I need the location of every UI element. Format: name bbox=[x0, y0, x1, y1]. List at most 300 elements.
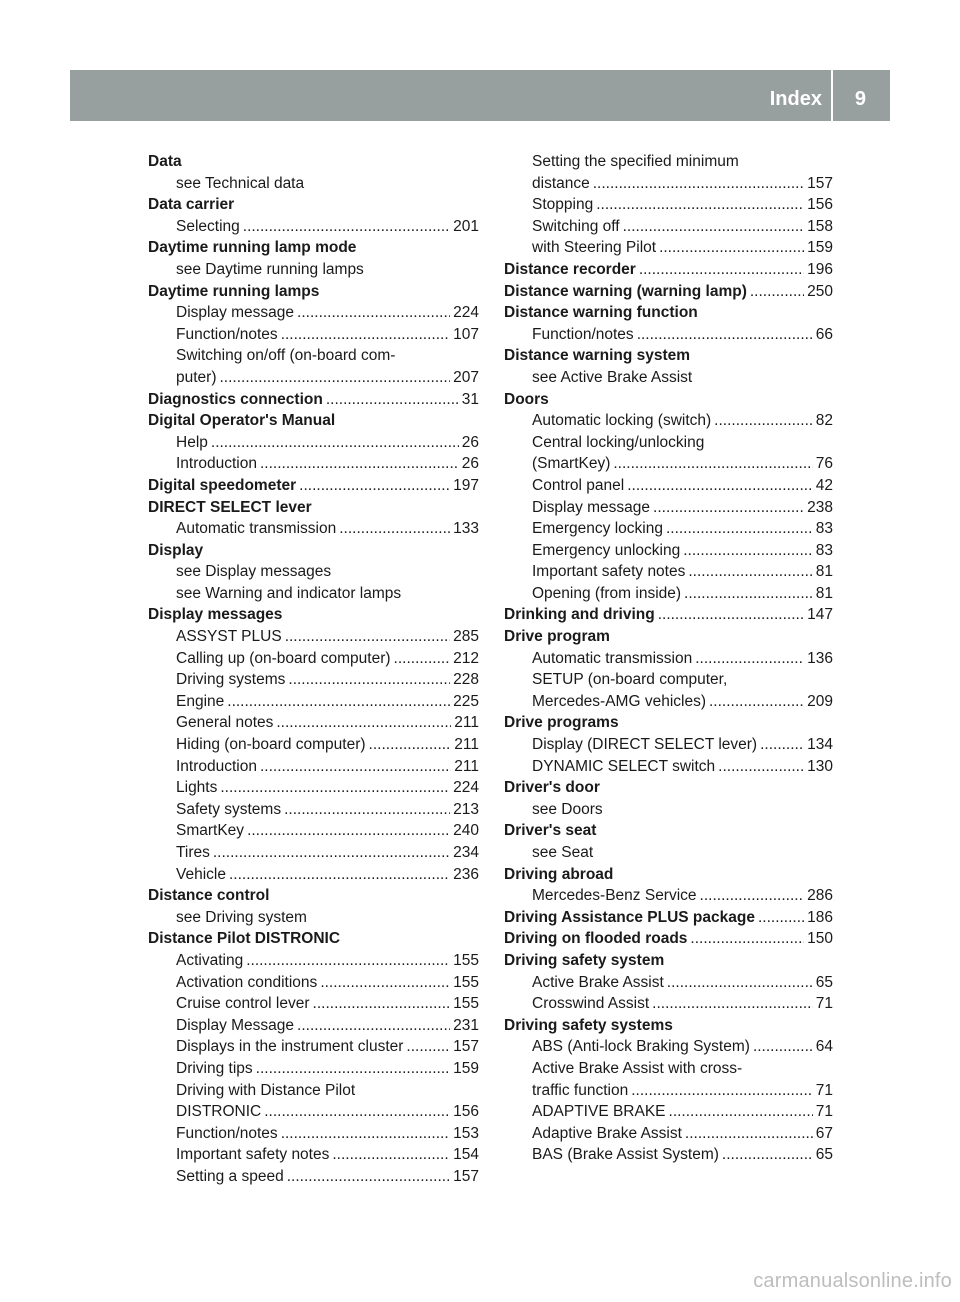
dot-leader bbox=[753, 1036, 813, 1058]
page-reference: 196 bbox=[807, 260, 833, 278]
index-subentry bbox=[148, 367, 479, 389]
index-subentry bbox=[504, 1101, 833, 1123]
page-reference: 240 bbox=[453, 822, 479, 840]
dot-leader bbox=[684, 583, 813, 605]
index-subentry bbox=[148, 691, 479, 713]
entry-text: Display bbox=[148, 541, 204, 559]
page-reference: 228 bbox=[453, 671, 479, 689]
entry-text: Introduction bbox=[176, 757, 257, 775]
entry-text: Switching on/off (on-board com- bbox=[176, 347, 396, 365]
index-subentry bbox=[148, 259, 479, 281]
dot-leader bbox=[229, 864, 450, 886]
entry-text: Driver's seat bbox=[504, 822, 597, 840]
entry-text: Distance control bbox=[148, 887, 270, 905]
entry-text: Digital speedometer bbox=[148, 476, 297, 494]
page-reference: 211 bbox=[454, 757, 479, 775]
entry-text: Driving with Distance Pilot bbox=[176, 1081, 356, 1099]
index-heading bbox=[504, 1015, 833, 1037]
page-reference: 234 bbox=[453, 844, 479, 861]
dot-leader bbox=[627, 475, 813, 497]
entry-text: Driving safety system bbox=[504, 951, 665, 969]
dot-leader bbox=[284, 799, 450, 821]
entry-text: DIRECT SELECT lever bbox=[148, 498, 312, 516]
entry-text: Distance Pilot DISTRONIC bbox=[148, 930, 341, 948]
entry-text: Important safety notes bbox=[176, 1146, 330, 1164]
dot-leader bbox=[264, 1101, 450, 1123]
page-reference: 212 bbox=[453, 649, 479, 667]
page-reference: 81 bbox=[815, 563, 833, 581]
entry-text: Digital Operator's Manual bbox=[148, 412, 336, 430]
index-heading bbox=[504, 820, 833, 842]
entry-text: Display messages bbox=[148, 606, 283, 624]
entry-text: SETUP (on-board computer, bbox=[532, 671, 728, 689]
page-reference: 211 bbox=[454, 714, 479, 732]
page-reference: 155 bbox=[453, 951, 479, 969]
page-reference: 83 bbox=[815, 520, 833, 538]
page-reference: 147 bbox=[807, 606, 833, 624]
entry-text: Tires bbox=[176, 844, 210, 861]
index-subentry bbox=[504, 648, 833, 670]
index-subentry bbox=[148, 950, 479, 972]
entry-text: ASSYST PLUS bbox=[176, 628, 282, 646]
page-reference: 285 bbox=[453, 628, 479, 646]
entry-text: Function/notes bbox=[176, 325, 278, 343]
entry-text: Drinking and driving bbox=[504, 606, 655, 624]
page-reference: 213 bbox=[453, 800, 479, 818]
entry-text: Distance warning function bbox=[504, 304, 698, 322]
entry-text: SmartKey bbox=[176, 822, 245, 840]
index-subentry bbox=[148, 648, 479, 670]
entry-text: Active Brake Assist with cross- bbox=[532, 1059, 743, 1077]
dot-leader bbox=[406, 1036, 450, 1058]
entry-text: distance bbox=[532, 174, 590, 192]
dot-leader bbox=[593, 173, 804, 195]
page-reference: 65 bbox=[815, 1146, 833, 1164]
page-reference: 134 bbox=[807, 736, 833, 754]
dot-leader bbox=[276, 712, 451, 734]
dot-leader bbox=[260, 756, 451, 778]
page-reference: 65 bbox=[815, 973, 833, 991]
page-header bbox=[70, 70, 890, 121]
page-reference: 231 bbox=[453, 1016, 479, 1034]
dot-leader bbox=[669, 1101, 813, 1123]
index-subentry bbox=[148, 777, 479, 799]
index-subentry bbox=[504, 1080, 833, 1102]
dot-leader bbox=[288, 669, 450, 691]
index-subentry bbox=[148, 972, 479, 994]
entry-text: Display (DIRECT SELECT lever) bbox=[532, 736, 758, 754]
index-subentry bbox=[148, 1015, 479, 1037]
page-reference: 286 bbox=[807, 887, 833, 905]
index-subentry bbox=[504, 1144, 833, 1166]
entry-text: see Technical data bbox=[176, 174, 305, 192]
dot-leader bbox=[243, 216, 450, 238]
dot-leader bbox=[281, 1123, 450, 1145]
page-reference: 157 bbox=[453, 1167, 479, 1185]
page-reference: 67 bbox=[815, 1124, 833, 1142]
page-reference: 211 bbox=[454, 736, 479, 754]
entry-text: see Driving system bbox=[176, 908, 307, 926]
index-heading bbox=[148, 237, 479, 259]
entry-text: Diagnostics connection bbox=[148, 390, 323, 408]
dot-leader bbox=[658, 604, 804, 626]
entry-text: see Display messages bbox=[176, 563, 332, 581]
index-subentry bbox=[148, 583, 479, 605]
entry-text: Setting the specified minimum bbox=[532, 153, 739, 170]
entry-text: Function/notes bbox=[532, 325, 634, 343]
entry-text: Crosswind Assist bbox=[532, 995, 650, 1013]
index-subentry bbox=[148, 453, 479, 475]
index-heading bbox=[148, 151, 479, 173]
index-subentry bbox=[148, 1080, 479, 1102]
page-reference: 26 bbox=[461, 455, 479, 473]
dot-leader bbox=[722, 1144, 813, 1166]
index-subentry bbox=[504, 324, 833, 346]
entry-text: Safety systems bbox=[176, 800, 282, 818]
index-heading bbox=[504, 345, 833, 367]
index-subentry bbox=[504, 237, 833, 259]
entry-text: Distance warning (warning lamp) bbox=[504, 282, 747, 300]
index-subentry bbox=[504, 173, 833, 195]
dot-leader bbox=[332, 1144, 450, 1166]
entry-text: Drive programs bbox=[504, 714, 619, 732]
page-reference: 224 bbox=[453, 779, 479, 797]
index-subentry bbox=[148, 799, 479, 821]
entry-text: Emergency unlocking bbox=[532, 541, 681, 559]
dot-leader bbox=[246, 950, 450, 972]
page-reference: 66 bbox=[815, 325, 833, 343]
index-subentry bbox=[504, 972, 833, 994]
index-heading bbox=[148, 410, 479, 432]
entry-text: ABS (Anti-lock Braking System) bbox=[532, 1038, 750, 1056]
entry-text: Introduction bbox=[176, 455, 257, 473]
entry-text: Active Brake Assist bbox=[532, 973, 664, 991]
index-heading bbox=[504, 907, 833, 929]
dot-leader bbox=[313, 993, 451, 1015]
index-subentry bbox=[504, 194, 833, 216]
entry-text: Driving abroad bbox=[504, 865, 614, 883]
index-heading bbox=[504, 389, 833, 411]
index-subentry bbox=[504, 518, 833, 540]
index-heading bbox=[148, 389, 479, 411]
section-title: Index bbox=[769, 88, 822, 110]
dot-leader bbox=[639, 259, 804, 281]
index-subentry bbox=[504, 756, 833, 778]
index-heading bbox=[504, 864, 833, 886]
entry-text: (SmartKey) bbox=[532, 455, 611, 473]
entry-text: Activation conditions bbox=[176, 973, 318, 991]
entry-text: Distance warning system bbox=[504, 347, 691, 365]
index-subentry bbox=[148, 734, 479, 756]
entry-text: Driver's door bbox=[504, 779, 600, 797]
dot-leader bbox=[637, 324, 813, 346]
entry-text: Display message bbox=[532, 498, 651, 516]
page-reference: 76 bbox=[815, 455, 833, 473]
dot-leader bbox=[709, 691, 804, 713]
index-column-right bbox=[504, 151, 833, 1166]
watermark: carmanualsonline.info bbox=[753, 1270, 952, 1292]
index-subentry bbox=[148, 1101, 479, 1123]
entry-text: Data bbox=[148, 153, 182, 170]
index-subentry bbox=[148, 518, 479, 540]
page-reference: 157 bbox=[807, 174, 833, 192]
page-reference: 250 bbox=[807, 282, 833, 300]
index-subentry bbox=[504, 432, 833, 454]
entry-text: Driving on flooded roads bbox=[504, 930, 688, 948]
dot-leader bbox=[287, 1166, 450, 1188]
page-reference: 31 bbox=[461, 390, 479, 408]
index-subentry bbox=[504, 540, 833, 562]
entry-text: DYNAMIC SELECT switch bbox=[532, 757, 716, 775]
index-subentry bbox=[148, 712, 479, 734]
index-heading bbox=[148, 194, 479, 216]
index-subentry bbox=[148, 302, 479, 324]
entry-text: Daytime running lamps bbox=[148, 282, 320, 300]
entry-text: see Warning and indicator lamps bbox=[176, 584, 402, 602]
index-subentry bbox=[504, 453, 833, 475]
dot-leader bbox=[281, 324, 450, 346]
page-reference: 157 bbox=[453, 1038, 479, 1056]
entry-text: ADAPTIVE BRAKE bbox=[532, 1103, 666, 1121]
entry-text: Distance recorder bbox=[504, 260, 636, 278]
entry-text: Important safety notes bbox=[532, 563, 686, 581]
entry-text: with Steering Pilot bbox=[532, 239, 657, 257]
page-reference: 224 bbox=[453, 304, 479, 322]
page-reference: 71 bbox=[815, 1103, 833, 1121]
index-subentry bbox=[148, 345, 479, 367]
index-heading bbox=[148, 281, 479, 303]
dot-leader bbox=[695, 648, 804, 670]
page-reference: 64 bbox=[815, 1038, 833, 1056]
index-subentry bbox=[504, 475, 833, 497]
entry-text: Setting a speed bbox=[176, 1167, 284, 1185]
page-reference: 158 bbox=[807, 217, 833, 235]
entry-text: traffic function bbox=[532, 1081, 629, 1099]
entry-text: General notes bbox=[176, 714, 274, 732]
page-reference: 201 bbox=[453, 217, 479, 235]
dot-leader bbox=[220, 777, 450, 799]
dot-leader bbox=[596, 194, 804, 216]
entry-text: Opening (from inside) bbox=[532, 584, 682, 602]
dot-leader bbox=[339, 518, 450, 540]
dot-leader bbox=[285, 626, 450, 648]
index-subentry bbox=[504, 410, 833, 432]
dot-leader bbox=[714, 410, 813, 432]
entry-text: Selecting bbox=[176, 217, 240, 235]
index-subentry bbox=[148, 993, 479, 1015]
dot-leader bbox=[211, 432, 459, 454]
index-subentry bbox=[504, 799, 833, 821]
page-reference: 209 bbox=[807, 692, 833, 710]
entry-text: see Daytime running lamps bbox=[176, 260, 364, 278]
page-number: 9 bbox=[854, 88, 866, 110]
index-column-left bbox=[148, 151, 479, 1188]
dot-leader bbox=[326, 389, 459, 411]
page-reference: 159 bbox=[453, 1059, 479, 1077]
page-reference: 154 bbox=[453, 1146, 479, 1164]
entry-text: DISTRONIC bbox=[176, 1103, 262, 1121]
page-reference: 71 bbox=[815, 995, 833, 1013]
index-subentry bbox=[504, 583, 833, 605]
dot-leader bbox=[700, 885, 805, 907]
entry-text: Display message bbox=[176, 304, 295, 322]
entry-text: Driving safety systems bbox=[504, 1016, 673, 1034]
index-subentry bbox=[504, 216, 833, 238]
dot-leader bbox=[718, 756, 804, 778]
entry-text: Automatic transmission bbox=[532, 649, 693, 667]
entry-text: Display Message bbox=[176, 1016, 295, 1034]
entry-text: Switching off bbox=[532, 217, 620, 235]
index-heading bbox=[148, 540, 479, 562]
entry-text: Calling up (on-board computer) bbox=[176, 649, 391, 667]
page-reference: 26 bbox=[461, 433, 479, 451]
entry-text: Displays in the instrument cluster bbox=[176, 1038, 404, 1056]
entry-text: see Seat bbox=[532, 844, 594, 861]
entry-text: Activating bbox=[176, 951, 244, 969]
page-reference: 136 bbox=[807, 649, 833, 667]
index-heading bbox=[148, 497, 479, 519]
dot-leader bbox=[369, 734, 452, 756]
index-heading bbox=[148, 885, 479, 907]
index-subentry bbox=[504, 842, 833, 864]
entry-text: Doors bbox=[504, 390, 549, 408]
index-subentry bbox=[148, 173, 479, 195]
page-reference: 83 bbox=[815, 541, 833, 559]
index-subentry bbox=[504, 669, 833, 691]
dot-leader bbox=[297, 1015, 450, 1037]
index-subentry bbox=[148, 669, 479, 691]
dot-leader bbox=[227, 691, 450, 713]
entry-text: Vehicle bbox=[176, 865, 226, 883]
index-subentry bbox=[148, 432, 479, 454]
index-subentry bbox=[504, 497, 833, 519]
entry-text: Stopping bbox=[532, 196, 594, 214]
page-reference: 155 bbox=[453, 973, 479, 991]
dot-leader bbox=[613, 453, 812, 475]
page-reference: 156 bbox=[807, 196, 833, 214]
index-subentry bbox=[504, 151, 833, 173]
entry-text: Drive program bbox=[504, 628, 610, 646]
entry-text: Emergency locking bbox=[532, 520, 663, 538]
page-reference: 225 bbox=[453, 692, 479, 710]
entry-text: Central locking/unlocking bbox=[532, 433, 705, 451]
dot-leader bbox=[653, 497, 804, 519]
entry-text: Automatic locking (switch) bbox=[532, 412, 712, 430]
page-reference: 236 bbox=[453, 865, 479, 883]
index-heading bbox=[504, 626, 833, 648]
dot-leader bbox=[758, 907, 804, 929]
dot-leader bbox=[260, 453, 459, 475]
page-reference: 197 bbox=[453, 476, 479, 494]
page-reference: 81 bbox=[815, 584, 833, 602]
page-reference: 238 bbox=[807, 498, 833, 516]
page-reference: 130 bbox=[807, 757, 833, 775]
entry-text: Driving Assistance PLUS package bbox=[504, 908, 755, 926]
page-reference: 133 bbox=[453, 520, 479, 538]
entry-text: Lights bbox=[176, 779, 218, 797]
dot-leader bbox=[666, 518, 813, 540]
dot-leader bbox=[256, 1058, 450, 1080]
entry-text: puter) bbox=[176, 368, 217, 386]
index-heading bbox=[504, 950, 833, 972]
entry-text: see Active Brake Assist bbox=[532, 368, 693, 386]
index-heading bbox=[504, 777, 833, 799]
index-subentry bbox=[504, 885, 833, 907]
dot-leader bbox=[394, 648, 451, 670]
entry-text: Mercedes-Benz Service bbox=[532, 887, 697, 905]
dot-leader bbox=[220, 367, 451, 389]
entry-text: Daytime running lamp mode bbox=[148, 239, 357, 257]
index-subentry bbox=[504, 734, 833, 756]
entry-text: Control panel bbox=[532, 476, 625, 494]
dot-leader bbox=[683, 540, 813, 562]
entry-text: Driving tips bbox=[176, 1059, 253, 1077]
index-heading bbox=[504, 302, 833, 324]
index-heading bbox=[148, 475, 479, 497]
dot-leader bbox=[299, 475, 450, 497]
entry-text: Driving systems bbox=[176, 671, 286, 689]
dot-leader bbox=[750, 281, 804, 303]
entry-text: Adaptive Brake Assist bbox=[532, 1124, 682, 1142]
page-reference: 150 bbox=[807, 930, 833, 948]
entry-text: Hiding (on-board computer) bbox=[176, 736, 366, 754]
index-heading bbox=[504, 712, 833, 734]
index-heading bbox=[504, 259, 833, 281]
index-subentry bbox=[148, 1058, 479, 1080]
index-subentry bbox=[504, 1123, 833, 1145]
entry-text: Function/notes bbox=[176, 1124, 278, 1142]
page-reference: 42 bbox=[815, 476, 833, 494]
index-subentry bbox=[504, 1036, 833, 1058]
index-subentry bbox=[148, 324, 479, 346]
dot-leader bbox=[688, 561, 812, 583]
index-subentry bbox=[504, 993, 833, 1015]
entry-text: Help bbox=[176, 433, 208, 451]
index-subentry bbox=[148, 1144, 479, 1166]
index-subentry bbox=[504, 367, 833, 389]
index-heading bbox=[148, 928, 479, 950]
entry-text: Data carrier bbox=[148, 196, 235, 214]
index-subentry bbox=[148, 864, 479, 886]
page-reference: 156 bbox=[453, 1103, 479, 1121]
page-reference: 71 bbox=[815, 1081, 833, 1099]
header-divider bbox=[831, 70, 833, 121]
index-subentry bbox=[148, 842, 479, 864]
dot-leader bbox=[623, 216, 805, 238]
page-reference: 207 bbox=[453, 368, 479, 386]
page-reference: 155 bbox=[453, 995, 479, 1013]
page-reference: 82 bbox=[815, 412, 833, 430]
page-reference: 107 bbox=[453, 325, 479, 343]
entry-text: Engine bbox=[176, 692, 225, 710]
dot-leader bbox=[652, 993, 813, 1015]
index-subentry bbox=[148, 756, 479, 778]
dot-leader bbox=[659, 237, 804, 259]
index-heading bbox=[504, 281, 833, 303]
index-subentry bbox=[504, 1058, 833, 1080]
dot-leader bbox=[320, 972, 450, 994]
index-subentry bbox=[148, 626, 479, 648]
entry-text: see Doors bbox=[532, 800, 603, 818]
page-reference: 153 bbox=[453, 1124, 479, 1142]
entry-text: Mercedes-AMG vehicles) bbox=[532, 692, 706, 710]
index-subentry bbox=[504, 691, 833, 713]
dot-leader bbox=[297, 302, 450, 324]
index-heading bbox=[504, 928, 833, 950]
index-subentry bbox=[148, 1036, 479, 1058]
index-heading bbox=[148, 604, 479, 626]
page-reference: 186 bbox=[807, 908, 833, 926]
